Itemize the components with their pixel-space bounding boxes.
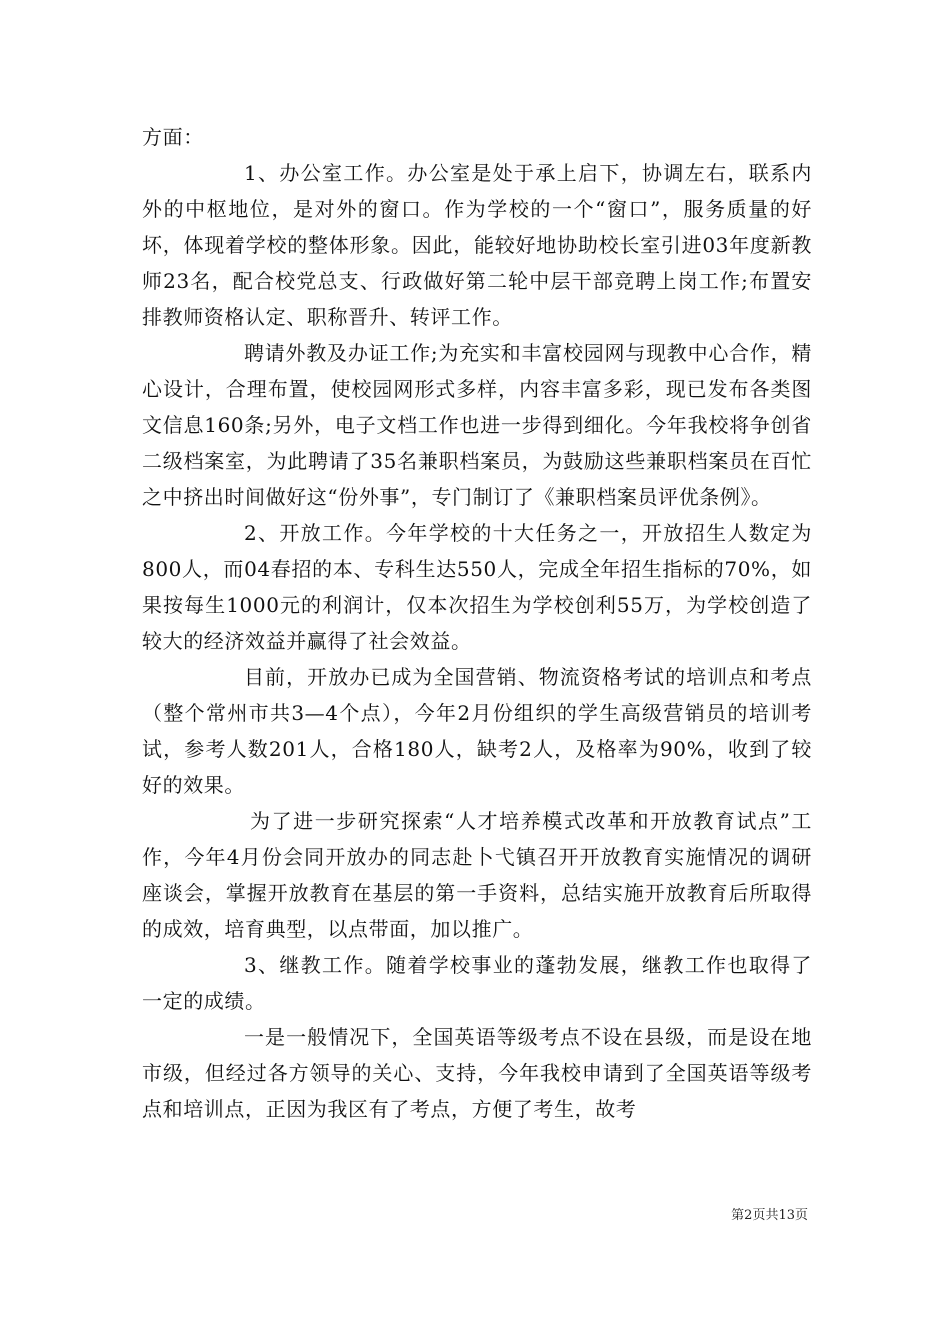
- paragraph-exam-center: 目前，开放办已成为全国营销、物流资格考试的培训点和考点（整个常州市共3—4个点），今年2月份组织的学生高级营销员的培训考试，参考人数201人，合格180人，缺考2人，及格率为90%，收到了较好的效果。: [142, 665, 812, 797]
- paragraph-foreign-teachers: 聘请外教及办证工作;为充实和丰富校园网与现教中心合作，精心设计，合理布置，使校园网形式多样，内容丰富多彩，现已发布各类图文信息160条;另外，电子文档工作也进一步得到细化。今年我校将争创省二级档案室，为此聘请了35名兼职档案员，为鼓励这些兼职档案员在百忙之中挤出时间做好这“份外事”，专门制订了《兼职档案员评优条例》。: [142, 341, 812, 509]
- paragraph-continuing-education: 3、继教工作。随着学校事业的蓬勃发展，继教工作也取得了一定的成绩。: [142, 953, 812, 1013]
- paragraph-research: 为了进一步研究探索“人才培养模式改革和开放教育试点”工作，今年4月份会同开放办的同志赴卜弋镇召开开放教育实施情况的调研座谈会，掌握开放教育在基层的第一手资料，总结实施开放教育后所取得的成效，培育典型，以点带面，加以推广。: [142, 809, 812, 941]
- page-number: 第2页共13页: [731, 1208, 808, 1223]
- paragraph-english-exam: 一是一般情况下，全国英语等级考点不设在县级，而是设在地市级，但经过各方领导的关心、支持，今年我校申请到了全国英语等级考点和培训点，正因为我区有了考点，方便了考生，故考: [142, 1025, 812, 1121]
- paragraph-intro: 方面：: [142, 125, 204, 149]
- body-text: [142, 119, 812, 1127]
- paragraph-open-work: 2、开放工作。今年学校的十大任务之一，开放招生人数定为800人，而04春招的本、专科生达550人，完成全年招生指标的70%，如果按每生1000元的利润计，仅本次招生为学校创利55万，为学校创造了较大的经济效益并赢得了社会效益。: [142, 521, 812, 653]
- paragraph-office-work: 1、办公室工作。办公室是处于承上启下，协调左右，联系内外的中枢地位，是对外的窗口。作为学校的一个“窗口”，服务质量的好坏，体现着学校的整体形象。因此，能较好地协助校长室引进03年度新教师23名，配合校党总支、行政做好第二轮中层干部竞聘上岗工作;布置安排教师资格认定、职称晋升、转评工作。: [142, 161, 812, 329]
